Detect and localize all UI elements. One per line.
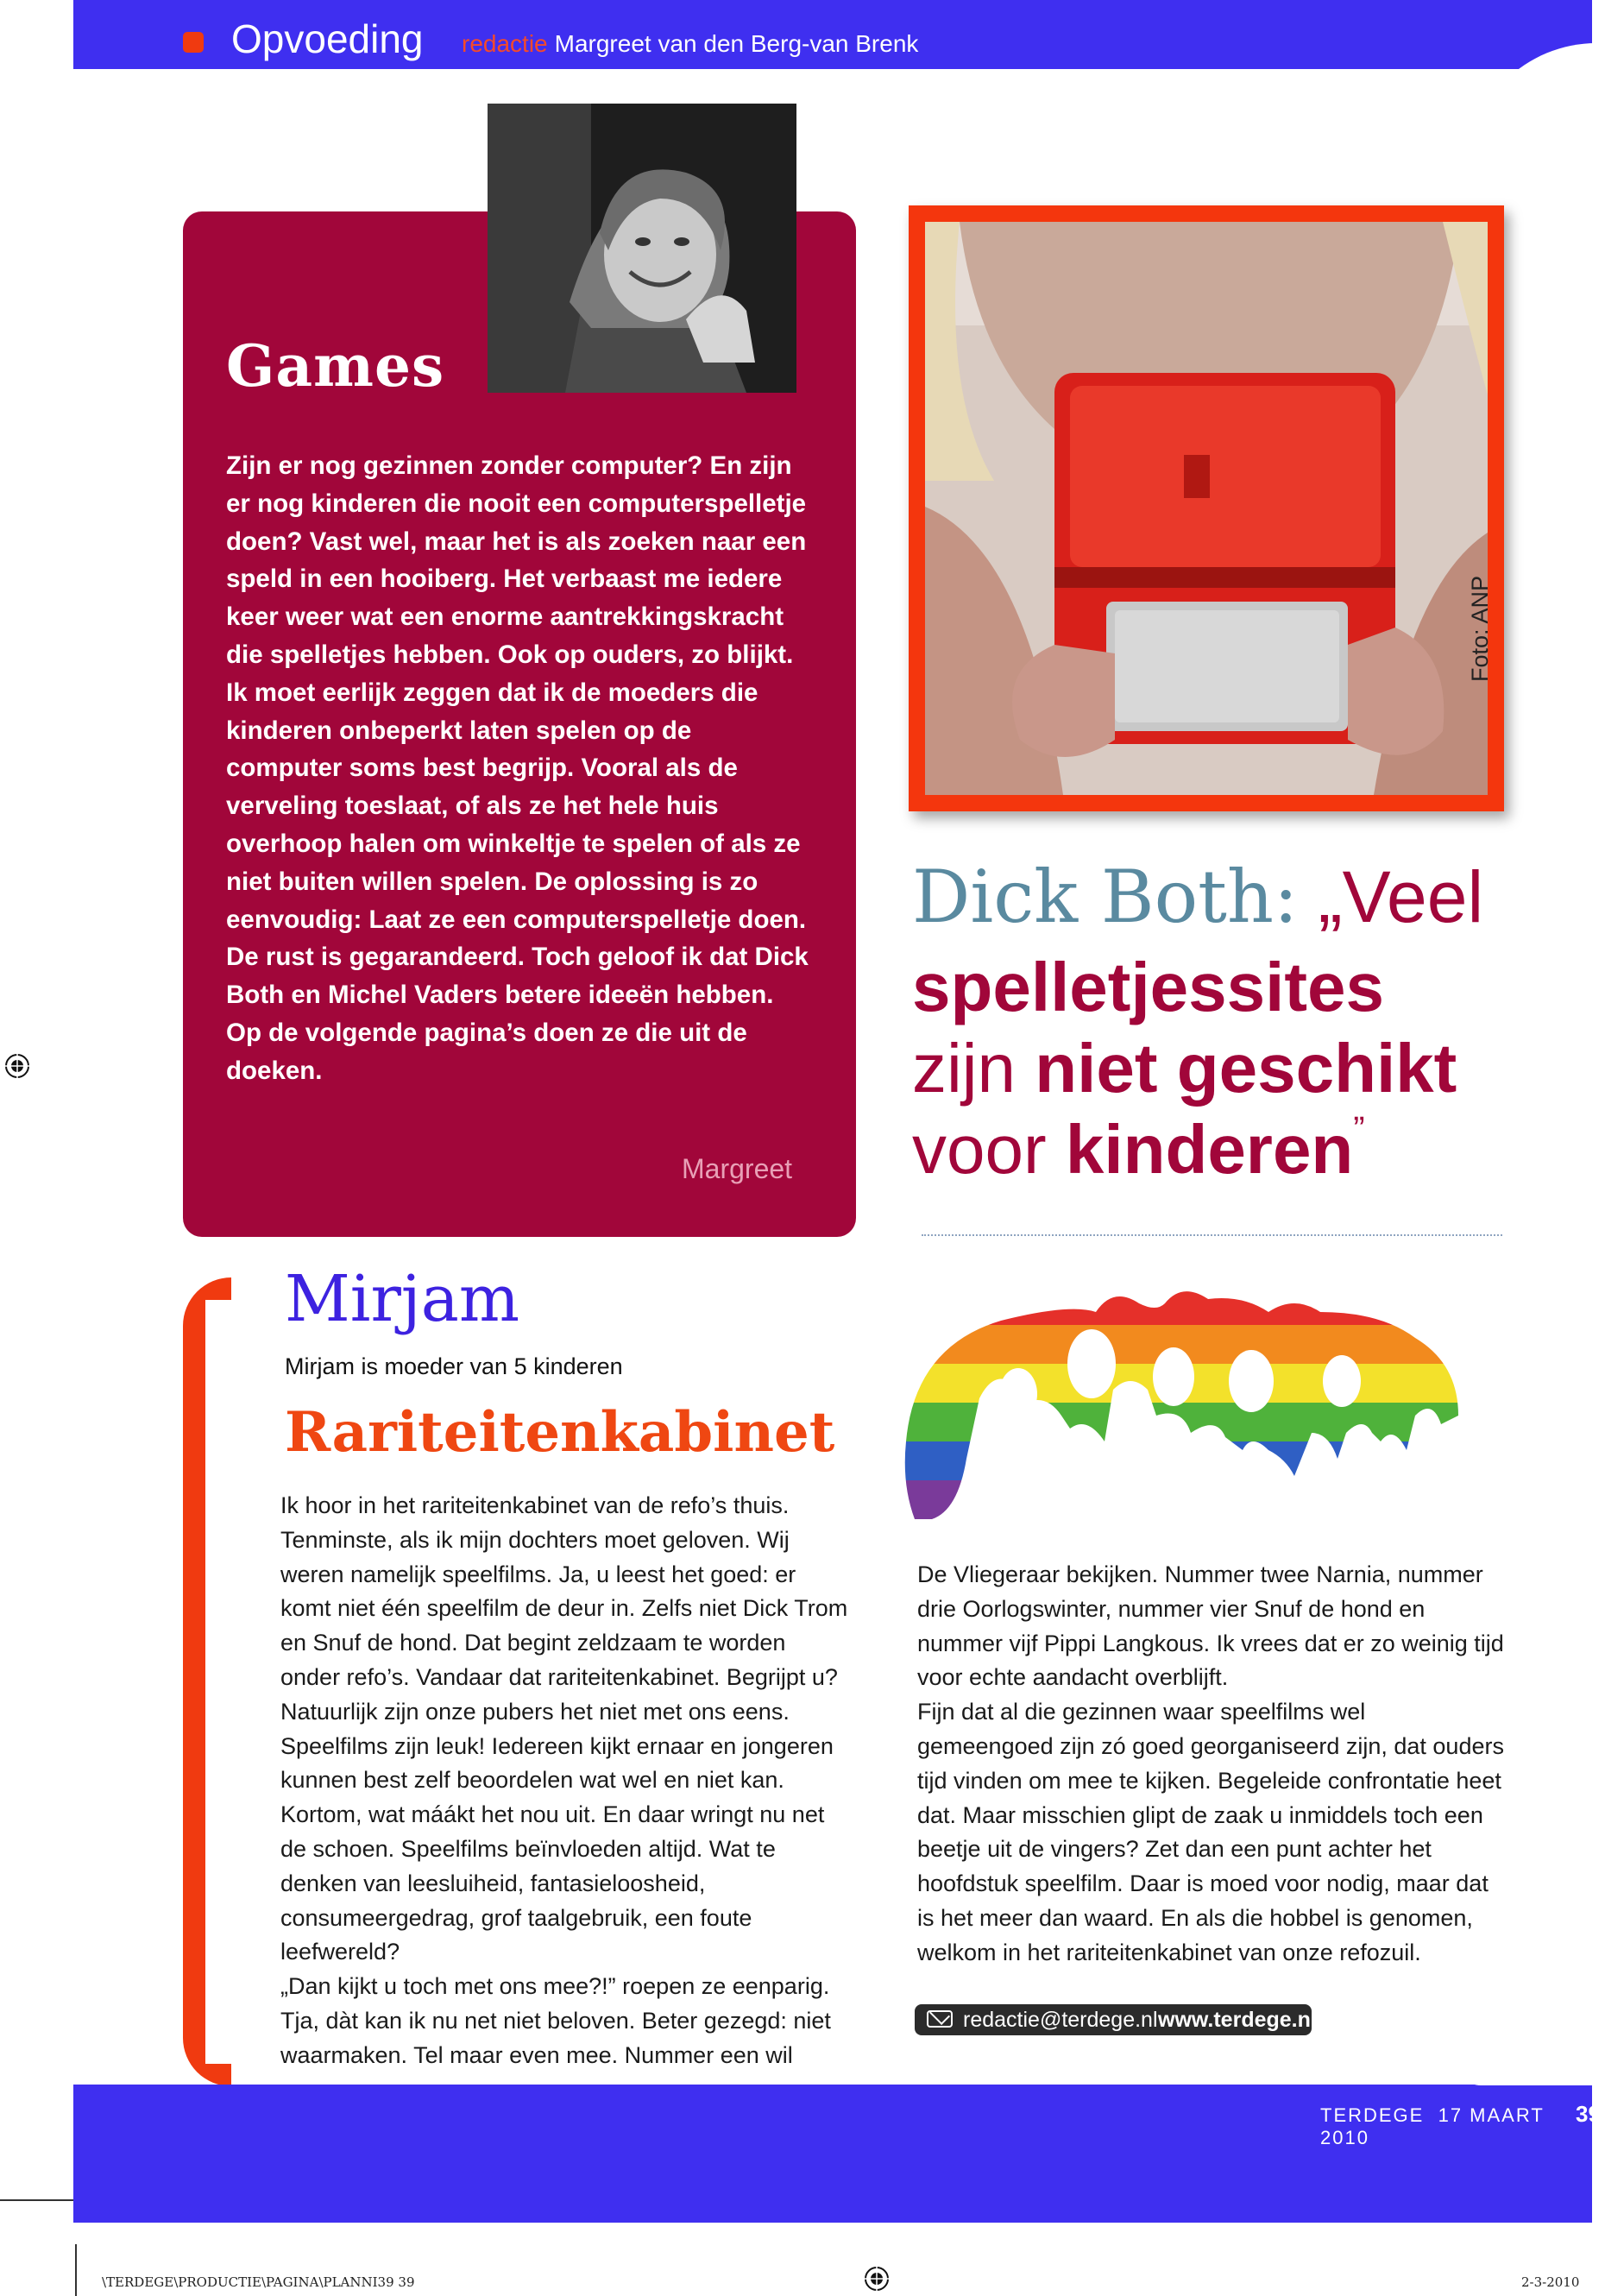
article-body-left — [280, 1489, 850, 2073]
paragraph: Natuurlijk zijn onze pubers het niet met ons eens. Speelfilms zijn leuk! Iedereen kijkt ernaar en jongeren kunnen best zelf beoordelen wat wel en niet kan. Kortom, wat máákt het nou uit. En daar wringt nu net de schoen. Speelfilms beïnvloeden altijd. Wat te denken van leesluiheid, fantasieloosheid, consumeergedrag, grof taalgebruik, een foute leefwereld? — [280, 1698, 834, 1965]
author-portrait — [488, 104, 796, 393]
article-body-right — [917, 1558, 1504, 1971]
paragraph: Ik hoor in het rariteitenkabinet van de refo’s thuis. Tenminste, als ik mijn dochters moet geloven. Wij weren namelijk speelfilms. Ja, u leest het goed: er komt niet één speelfilm de deur in. Zelfs niet Dick Trom en Snuf de hond. Dat begint zeldzaam te worden onder refo’s. Vandaar dat rariteitenkabinet. Begrijpt u? — [280, 1492, 848, 1690]
byline — [462, 30, 918, 58]
headline-word-zijn: zijn — [912, 1030, 1016, 1107]
paragraph: De Vliegeraar bekijken. Nummer twee Narnia, nummer drie Oorlogswinter, nummer vier Snuf de hond en nummer vijf Pippi Langkous. Ik vrees dat er zo weinig tijd voor echte aandacht overblijft. — [917, 1561, 1504, 1691]
article-title: Rariteitenkabinet — [285, 1400, 835, 1465]
footer-date: 17 MAART 2010 — [1320, 2104, 1545, 2148]
rainbow-silhouette-image — [897, 1286, 1467, 1519]
contact-box — [915, 2004, 1317, 2035]
registration-mark-icon — [863, 2265, 891, 2293]
footer-issue — [1320, 2104, 1592, 2149]
footer-banner-curve — [1458, 2063, 1605, 2085]
contact-website-link[interactable]: www.terdege.nl — [1158, 2008, 1317, 2032]
footer-magazine: TERDEGE — [1320, 2104, 1425, 2126]
column-body: Zijn er nog gezinnen zonder computer? En zijn er nog kinderen die nooit een computerspelletje doen? Vast wel, maar het is als zoeken naar een speld in een hooiberg. Het verbaast me iedere keer weer wat een enorme aantrekkingskracht die spelletjes hebben. Ook op ouders, zo blijkt. Ik moet eerlijk zeggen dat ik de moeders die kinderen onbeperkt laten spelen op de computer soms best begrijp. Vooral als de verveling toeslaat, of als ze het hele huis overhoop halen om winkeltje te spelen of als ze niet buiten willen spelen. De oplossing is zo eenvoudig: Laat ze een computerspelletje doen. De rust is gegarandeerd. Toch geloof ik dat Dick Both en Michel Vaders betere ideeën hebben. Op de volgende pagina’s doen ze die uit de doeken. — [226, 451, 809, 1085]
print-slug: \TERDEGE\PRODUCTIE\PAGINA\PLANNI39 39 — [102, 2274, 415, 2290]
accent-bar-mask — [205, 1300, 231, 2064]
headline-word-niet-geschikt: niet geschikt — [1035, 1030, 1457, 1107]
column-title: Games — [226, 332, 445, 400]
paragraph: Fijn dat al die gezinnen waar speelfilms wel gemeengoed zijn zó goed georganiseerd zijn, dat ouders tijd vinden om mee te kijken. Begeleide confrontatie heet dat. Maar misschien glipt de zaak u inmiddels toch een beetje uit de vingers? Zet dan een punt achter het hoofdstuk speelfilm. Daar is moed voor nodig, maar dat is het meer dan waard. En als die hobbel is genomen, welkom in het rariteitenkabinet van onze refozuil. — [917, 1699, 1504, 1965]
headline-word-kinderen: kinderen — [1065, 1111, 1354, 1188]
registration-mark-icon — [3, 1052, 31, 1080]
crop-mark — [75, 2244, 77, 2296]
headline-quote-close: ” — [1353, 1110, 1365, 1148]
headline-line-3 — [912, 1029, 1457, 1108]
page-number: 39 — [1576, 2101, 1601, 2127]
byline-name: Margreet van den Berg-van Brenk — [554, 30, 919, 57]
print-date: 2-3-2010 — [1521, 2274, 1580, 2290]
columnist-name: Mirjam — [285, 1262, 520, 1336]
headline-quote-open: „Veel — [1318, 856, 1484, 937]
envelope-icon — [927, 2010, 953, 2028]
top-banner-curve — [1467, 43, 1605, 216]
paragraph: „Dan kijkt u toch met ons mee?!” roepen ze eenparig. Tja, dàt kan ik nu net niet beloven. Beter gezegd: niet waarmaken. Tel maar even mee. Nummer een wil — [280, 1973, 831, 2068]
headline-name: Dick Both: — [912, 855, 1299, 939]
photo-credit: Foto: ANP — [1467, 575, 1493, 682]
headline-line-2: spelletjessites — [912, 949, 1384, 1025]
columnist-subtitle: Mirjam is moeder van 5 kinderen — [285, 1353, 623, 1379]
section-marker-icon — [183, 32, 204, 53]
crop-mark — [0, 2199, 73, 2201]
column-signature: Margreet — [682, 1153, 793, 1184]
game-console-photo — [925, 222, 1488, 795]
headline-word-voor: voor — [912, 1111, 1047, 1188]
headline-line-4 — [912, 1110, 1365, 1189]
byline-label: redactie — [462, 30, 548, 57]
headline-line-1 — [912, 855, 1483, 939]
contact-email-link[interactable]: redactie@terdege.nl — [963, 2008, 1158, 2032]
section-title: Opvoeding — [231, 16, 424, 61]
divider — [922, 1234, 1502, 1236]
